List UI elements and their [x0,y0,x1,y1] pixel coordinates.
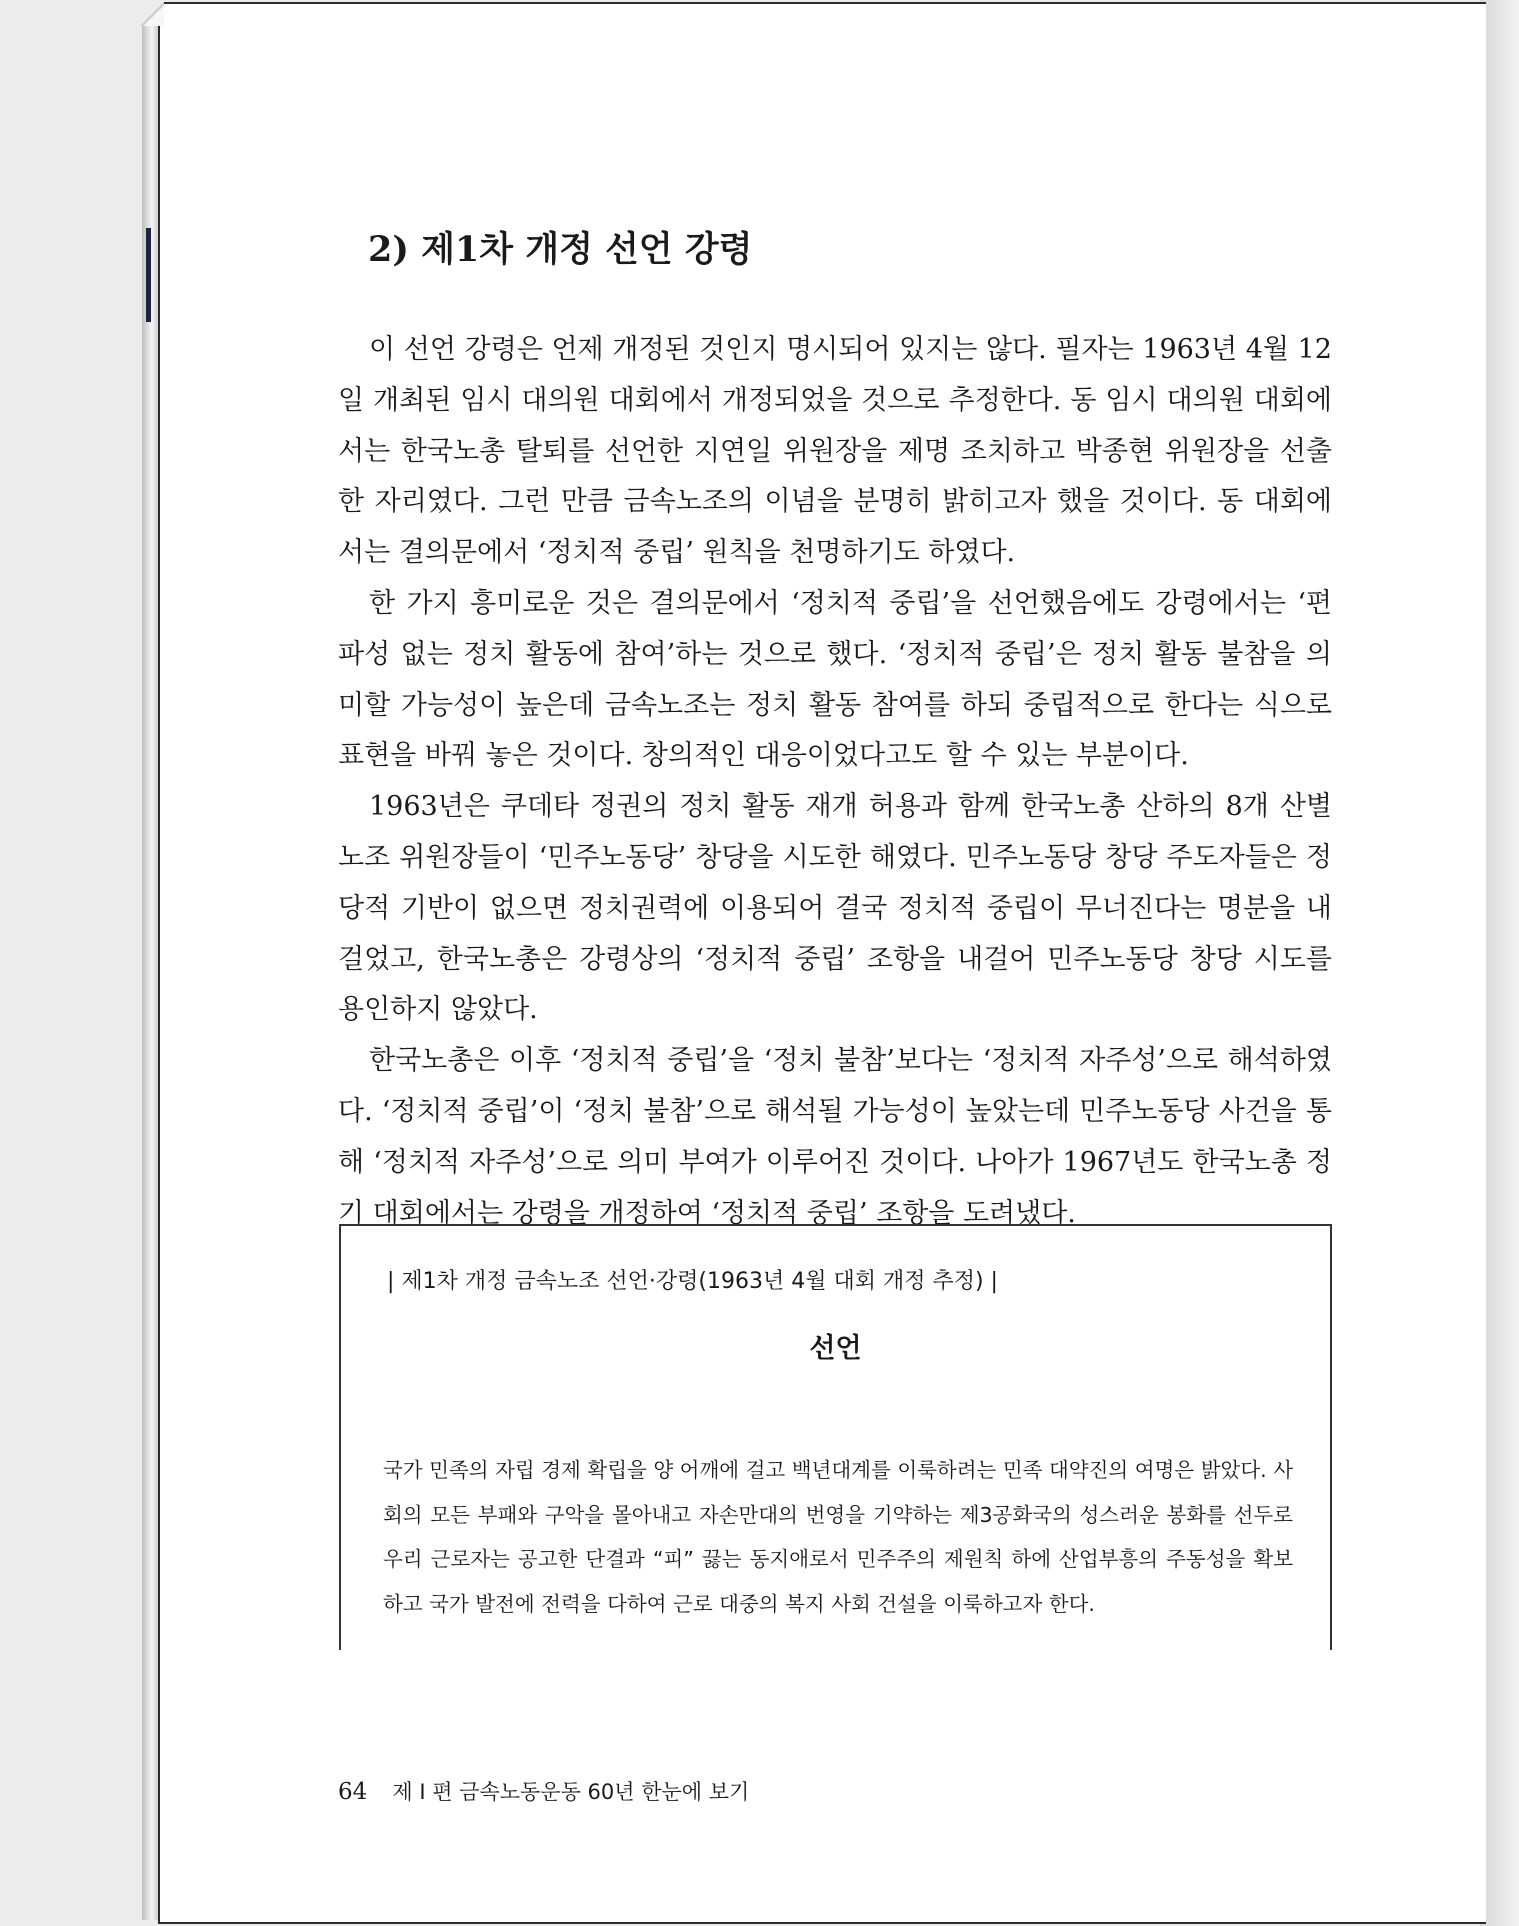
spine-marker [146,228,151,322]
declaration-text: 국가 민족의 자립 경제 확립을 양 어깨에 걸고 백년대계를 이룩하려는 민족 대약진의 여명은 밝았다. 사회의 모든 부패와 구악을 몰아내고 자손만대의 번영을 기약하는 제3공화국의 성스러운 봉화를 선두로 우리 근로자는 공고한 단결과 “피” 끓는 동지애로서 민주주의 제원칙 하에 산업부흥의 주동성을 확보하고 국가 발전에 전력을 다하여 근로 대중의 복지 사회 건설을 이룩하고자 한다. [383,1458,1293,1616]
body-text [338,325,1332,1239]
page-footer [338,1776,749,1806]
page-corner [140,2,164,26]
paragraph: 1963년은 쿠데타 정권의 정치 활동 재개 허용과 함께 한국노총 산하의 8개 산별 노조 위원장들이 ‘민주노동당’ 창당을 시도한 해였다. 민주노동당 창당 주도자들은 정당적 기반이 없으면 정치권력에 이용되어 결국 정치적 중립이 무너진다는 명분을 내걸었고, 한국노총은 강령상의 ‘정치적 중립’ 조항을 내걸어 민주노동당 창당 시도를 용인하지 않았다. [338,791,1332,1026]
box-title: | 제1차 개정 금속노조 선언·강령(1963년 4월 대회 개정 추정) | [387,1269,998,1294]
running-title: 제 I 편 금속노동운동 60년 한눈에 보기 [392,1780,750,1804]
section-heading: 2) 제1차 개정 선언 강령 [368,229,753,270]
box-heading: 선언 [809,1333,862,1364]
declaration-box [339,1224,1332,1650]
paragraph: 한 가지 흥미로운 것은 결의문에서 ‘정치적 중립’을 선언했음에도 강령에서는 ‘편파성 없는 정치 활동에 참여’하는 것으로 했다. ‘정치적 중립’은 정치 활동 불참을 의미할 가능성이 높은데 금속노조는 정치 활동 참여를 하되 중립적으로 한다는 식으로 표현을 바꿔 놓은 것이다. 창의적인 대응이었다고도 할 수 있는 부분이다. [338,587,1332,772]
paragraph: 한국노총은 이후 ‘정치적 중립’을 ‘정치 불참’보다는 ‘정치적 자주성’으로 해석하였다. ‘정치적 중립’이 ‘정치 불참’으로 해석될 가능성이 높았는데 민주노동당 사건을 통해 ‘정치적 자주성’으로 의미 부여가 이루어진 것이다. 나아가 1967년도 한국노총 정기 대회에서는 강령을 개정하여 ‘정치적 중립’ 조항을 도려냈다. [338,1045,1332,1229]
page-number: 64 [338,1779,368,1805]
paragraph: 이 선언 강령은 언제 개정된 것인지 명시되어 있지는 않다. 필자는 1963년 4월 12일 개최된 임시 대의원 대회에서 개정되었을 것으로 추정한다. 동 임시 대의원 대회에서는 한국노총 탈퇴를 선언한 지연일 위원장을 제명 조치하고 박종현 위원장을 선출한 자리였다. 그런 만큼 금속노조의 이념을 분명히 밝히고자 했을 것이다. 동 대회에서는 결의문에서 ‘정치적 중립’ 원칙을 천명하기도 하였다. [338,334,1332,569]
